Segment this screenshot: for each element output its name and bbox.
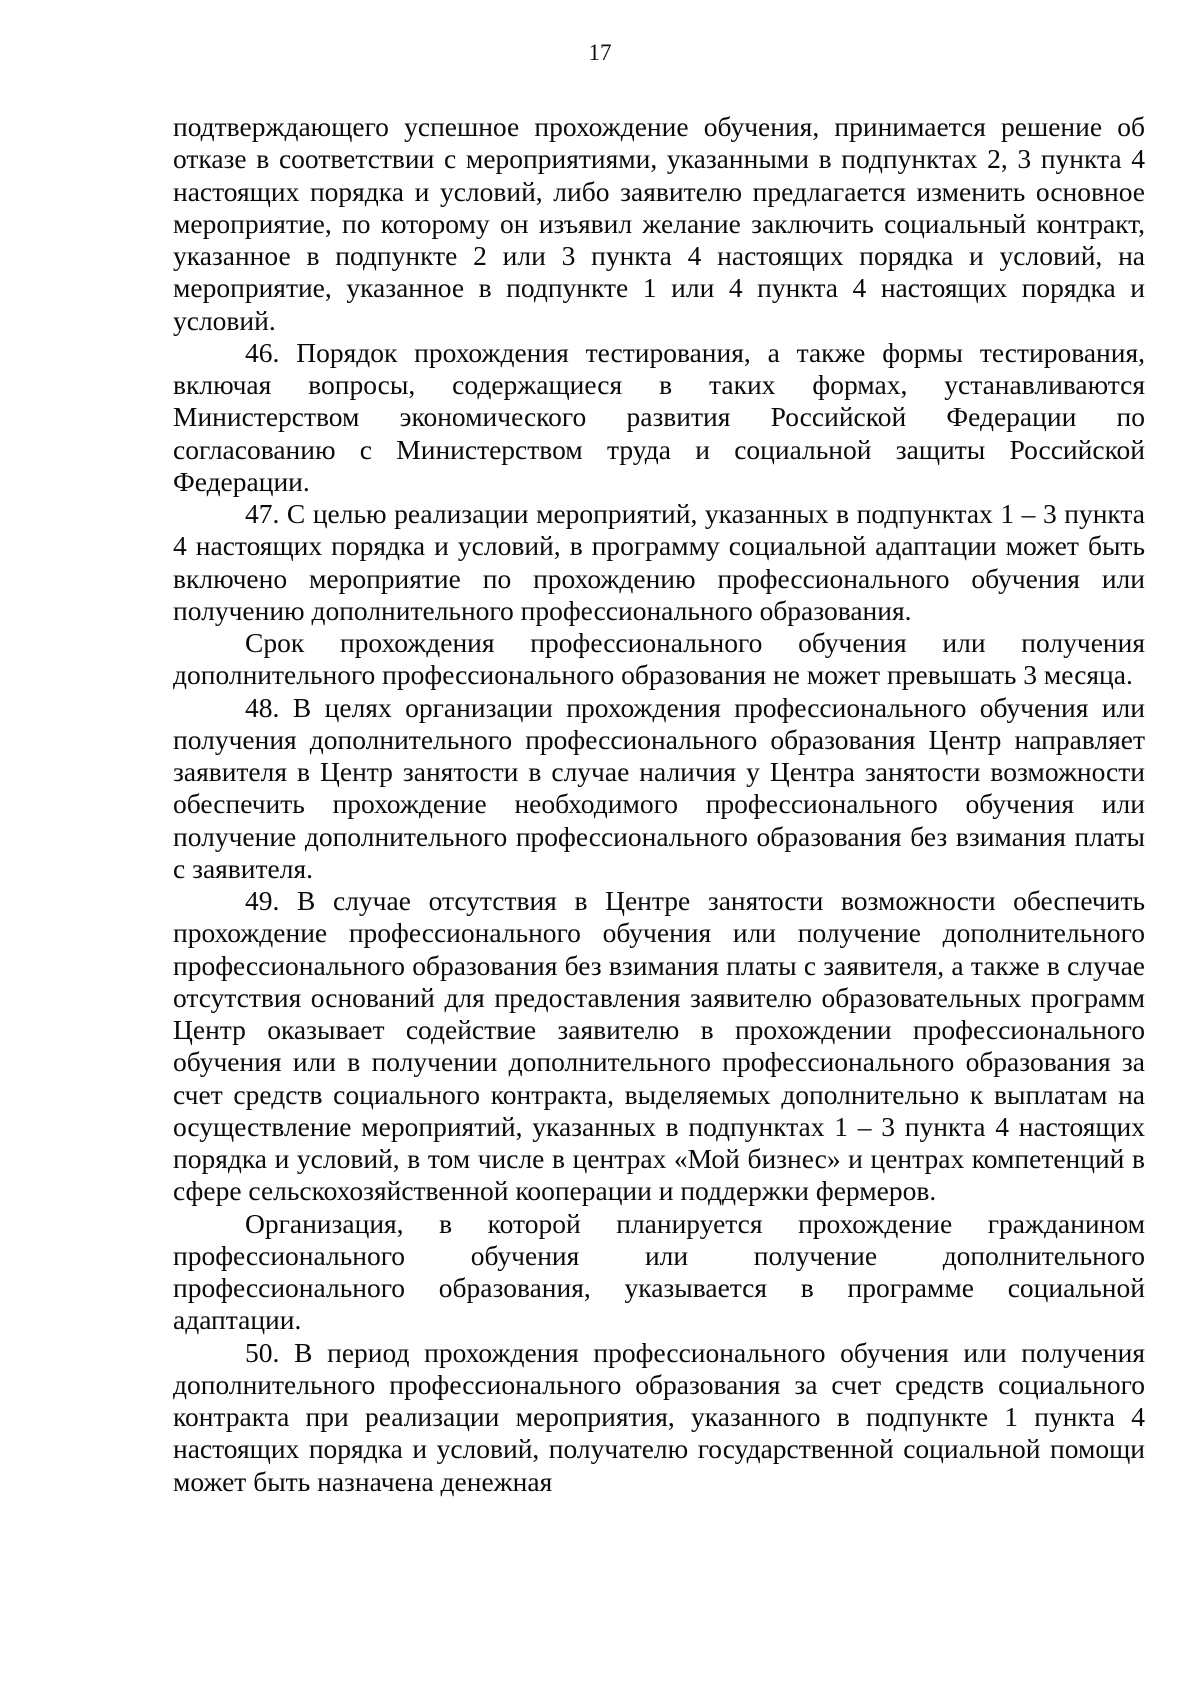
paragraph-49: 49. В случае отсутствия в Центре занятости возможности обеспечить прохождение профессионального обучения или получение дополнительного профессионального образования без взимания платы с заявителя, а также в случае отсутствия оснований для предоставления заявителю образовательных программ Центр оказывает содействие заявителю в прохождении профессионального обучения или в получении дополнительного профессионального образования за счет средств социального контракта, выделяемых дополнительно к выплатам на осуществление мероприятий, указанных в подпунктах 1 – 3 пункта 4 настоящих порядка и условий, в том числе в центрах «Мой бизнес» и центрах компетенций в сфере сельскохозяйственной кооперации и поддержки фермеров.	[173, 885, 1145, 1207]
paragraph-47: 47. С целью реализации мероприятий, указанных в подпунктах 1 – 3 пункта 4 настоящих порядка и условий, в программу социальной адаптации может быть включено мероприятие по прохождению профессионального обучения или получению дополнительного профессионального образования.	[173, 498, 1145, 626]
paragraph-49-organization: Организация, в которой планируется прохождение гражданином профессионального обучения или получение дополнительного профессионального образования, указывается в программе социальной адаптации.	[173, 1207, 1145, 1336]
paragraph-continuation: подтверждающего успешное прохождение обучения, принимается решение об отказе в соответствии с мероприятиями, указанными в подпунктах 2, 3 пункта 4 настоящих порядка и условий, либо заявителю предлагается изменить основное мероприятие, по которому он изъявил желание заключить социальный контракт, указанное в подпункте 2 или 3 пункта 4 настоящих порядка и условий, на мероприятие, указанное в подпункте 1 или 4 пункта 4 настоящих порядка и условий.	[173, 111, 1145, 336]
paragraph-46: 46. Порядок прохождения тестирования, а также формы тестирования, включая вопросы, содержащиеся в таких формах, устанавливаются Министерством экономического развития Российской Федерации по согласованию с Министерством труда и социальной защиты Российской Федерации.	[173, 336, 1145, 497]
paragraph-47-term: Срок прохождения профессионального обучения или получения дополнительного профессионального образования не может превышать 3 месяца.	[173, 627, 1145, 691]
paragraph-50: 50. В период прохождения профессионального обучения или получения дополнительного профессионального образования за счет средств социального контракта при реализации мероприятия, указанного в подпункте 1 пункта 4 настоящих порядка и условий, получателю государственной социальной помощи может быть назначена денежная	[173, 1336, 1145, 1497]
page-number: 17	[588, 40, 612, 65]
document-body	[173, 111, 1145, 1498]
paragraph-48: 48. В целях организации прохождения профессионального обучения или получения дополнительного профессионального образования Центр направляет заявителя в Центр занятости в случае наличия у Центра занятости возможности обеспечить прохождение необходимого профессионального обучения или получение дополнительного профессионального образования без взимания платы с заявителя.	[173, 691, 1145, 884]
